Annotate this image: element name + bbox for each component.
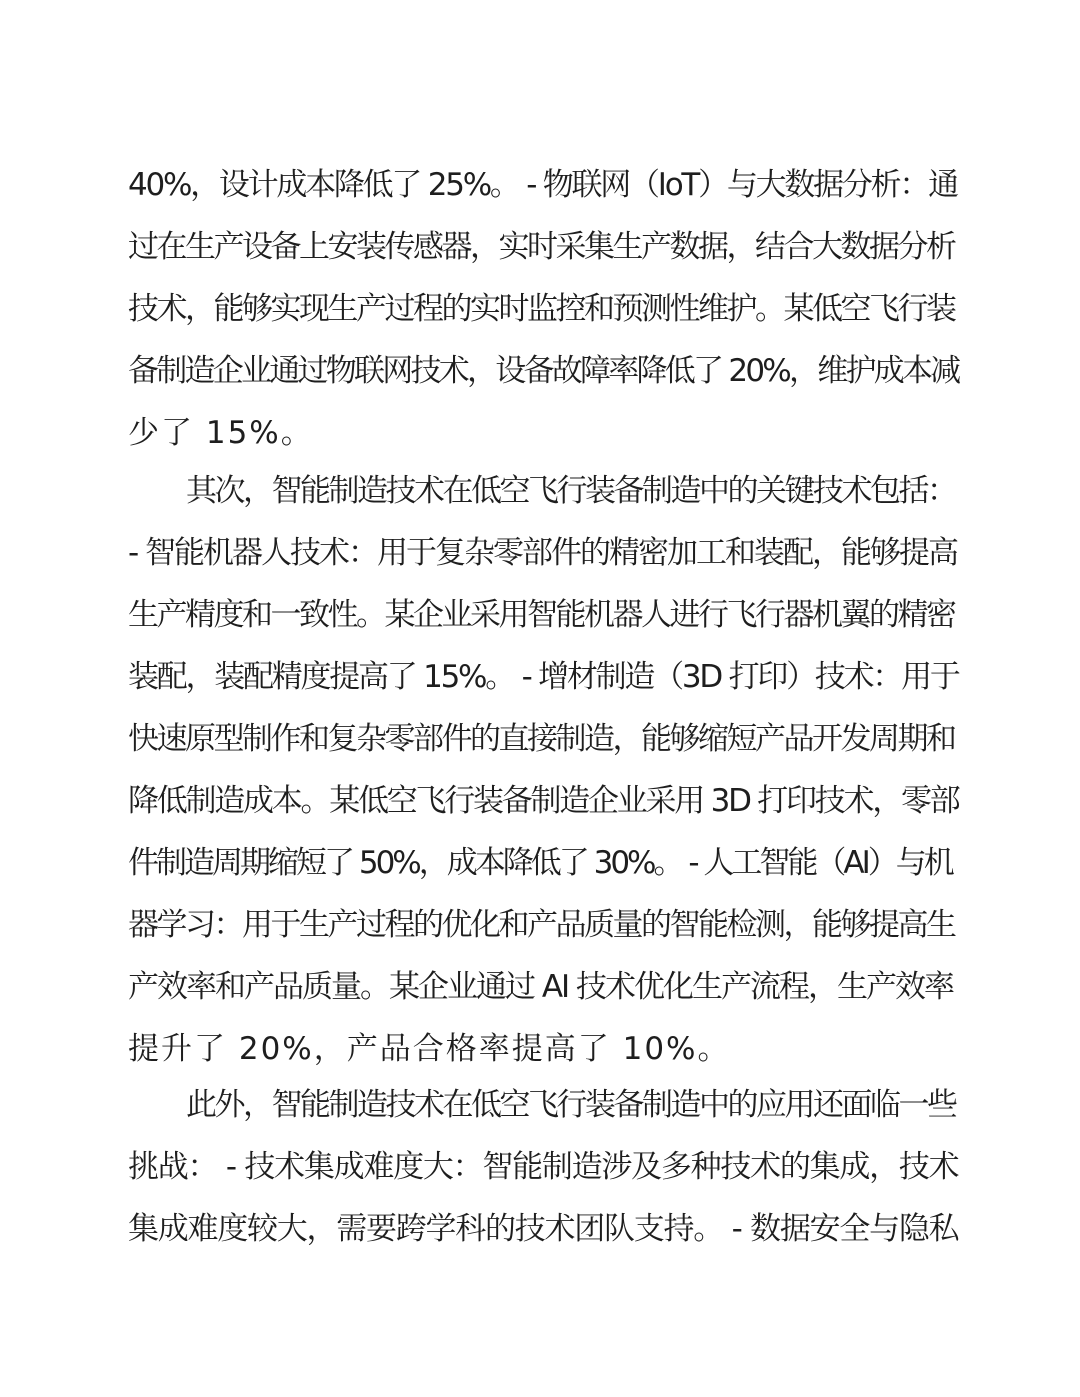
text-line: 40%，设计成本降低了 25%。 - 物联网（IoT）与大数据分析：通 <box>128 167 957 203</box>
paragraph-challenges <box>128 1074 958 1260</box>
text-line: 降低制造成本。某低空飞行装备制造企业采用 3D 打印技术，零部 <box>128 783 959 819</box>
text-line: - 智能机器人技术：用于复杂零部件的精密加工和装配，能够提高 <box>128 535 958 571</box>
text-line: 件制造周期缩短了 50%，成本降低了 30%。 - 人工智能（AI）与机 <box>128 845 952 881</box>
text-line: 其次，智能制造技术在低空飞行装备制造中的关键技术包括： <box>186 473 956 509</box>
text-line: 产效率和产品质量。某企业通过 AI 技术优化生产流程，生产效率 <box>128 969 954 1005</box>
text-line: 装配，装配精度提高了 15%。 - 增材制造（3D 打印）技术：用于 <box>128 659 959 695</box>
text-line: 此外，智能制造技术在低空飞行装备制造中的应用还面临一些 <box>186 1087 956 1123</box>
text-line: 备制造企业通过物联网技术，设备故障率降低了 20%，维护成本减 <box>128 353 959 389</box>
text-line: 技术，能够实现生产过程的实时监控和预测性维护。某低空飞行装 <box>128 291 955 327</box>
text-line: 快速原型制作和复杂零部件的直接制造，能够缩短产品开发周期和 <box>128 721 955 757</box>
text-line: 挑战： - 技术集成难度大：智能制造涉及多种技术的集成，技术 <box>128 1149 959 1185</box>
paragraph-key-technologies <box>128 460 958 1080</box>
text-line: 过在生产设备上安装传感器，实时采集生产数据，结合大数据分析 <box>128 229 955 265</box>
paragraph-iot-continuation <box>128 154 958 464</box>
text-line: 少了 15%。 <box>128 415 314 451</box>
text-line: 提升了 20%，产品合格率提高了 10%。 <box>128 1031 731 1067</box>
text-line: 集成难度较大，需要跨学科的技术团队支持。 - 数据安全与隐私 <box>128 1211 959 1247</box>
text-line: 器学习：用于生产过程的优化和产品质量的智能检测，能够提高生 <box>128 907 955 943</box>
text-line: 生产精度和一致性。某企业采用智能机器人进行飞行器机翼的精密 <box>128 597 955 633</box>
